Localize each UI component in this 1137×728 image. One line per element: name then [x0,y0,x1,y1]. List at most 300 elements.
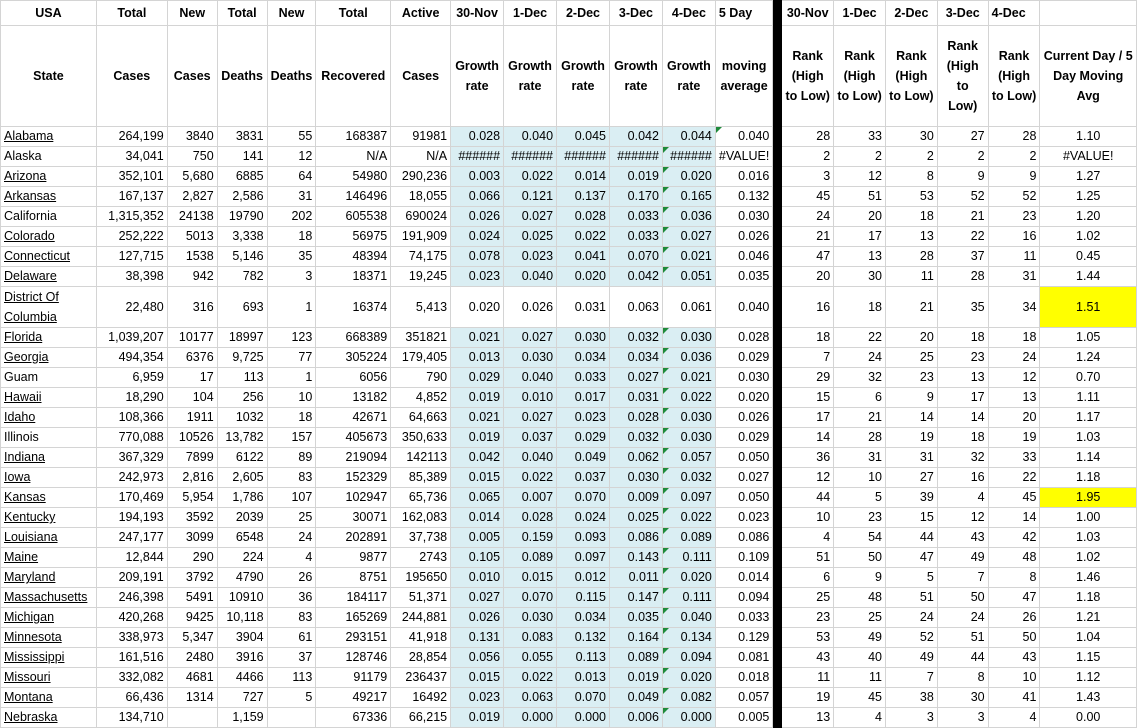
rank-cell[interactable] [988,528,1040,548]
moving-average-cell[interactable] [715,227,773,247]
new-cases-cell[interactable] [167,348,217,368]
current-day-ratio-cell[interactable] [1040,167,1137,187]
growth-rate-cell[interactable] [451,408,504,428]
total-cases-cell[interactable] [96,147,167,167]
recovered-cell[interactable] [316,428,391,448]
new-deaths-cell[interactable] [267,548,316,568]
rank-cell[interactable] [782,548,834,568]
current-day-ratio-cell[interactable] [1040,368,1137,388]
rank-cell[interactable] [937,448,988,468]
new-cases-cell[interactable] [167,608,217,628]
new-cases-cell[interactable] [167,187,217,207]
growth-rate-cell[interactable] [504,388,557,408]
growth-rate-cell[interactable] [662,488,715,508]
growth-rate-cell[interactable] [609,368,662,388]
rank-cell[interactable] [988,588,1040,608]
rank-cell[interactable] [782,167,834,187]
active-cases-cell[interactable] [391,468,451,488]
growth-rate-cell[interactable] [662,608,715,628]
new-deaths-cell[interactable] [267,508,316,528]
total-cases-cell[interactable] [96,688,167,708]
growth-rate-cell[interactable] [662,328,715,348]
growth-rate-cell[interactable] [662,448,715,468]
rank-cell[interactable] [782,287,834,328]
new-cases-cell[interactable] [167,708,217,728]
rank-cell[interactable] [782,528,834,548]
new-deaths-cell[interactable] [267,247,316,267]
moving-average-cell[interactable] [715,508,773,528]
total-deaths-cell[interactable] [217,608,267,628]
header-cell[interactable]: 3-Dec [609,1,662,26]
growth-rate-cell[interactable] [609,548,662,568]
growth-rate-cell[interactable] [662,167,715,187]
growth-rate-cell[interactable] [609,528,662,548]
rank-cell[interactable] [885,287,937,328]
active-cases-cell[interactable] [391,648,451,668]
active-cases-cell[interactable] [391,368,451,388]
recovered-cell[interactable] [316,408,391,428]
new-cases-cell[interactable] [167,287,217,328]
growth-rate-cell[interactable] [662,267,715,287]
state-cell[interactable] [1,388,97,408]
current-day-ratio-cell[interactable] [1040,628,1137,648]
rank-cell[interactable] [988,287,1040,328]
rank-cell[interactable] [885,508,937,528]
growth-rate-cell[interactable] [557,548,610,568]
rank-cell[interactable] [937,147,988,167]
rank-cell[interactable] [834,227,886,247]
active-cases-cell[interactable] [391,147,451,167]
rank-cell[interactable] [782,328,834,348]
total-cases-cell[interactable] [96,348,167,368]
active-cases-cell[interactable] [391,608,451,628]
rank-cell[interactable] [885,187,937,207]
header-cell[interactable]: Deaths [267,26,316,127]
rank-cell[interactable] [834,508,886,528]
recovered-cell[interactable] [316,548,391,568]
rank-cell[interactable] [782,488,834,508]
header-cell[interactable]: Active [391,1,451,26]
active-cases-cell[interactable] [391,688,451,708]
growth-rate-cell[interactable] [504,348,557,368]
growth-rate-cell[interactable] [662,147,715,167]
total-cases-cell[interactable] [96,247,167,267]
moving-average-cell[interactable] [715,588,773,608]
growth-rate-cell[interactable] [504,247,557,267]
active-cases-cell[interactable] [391,328,451,348]
rank-cell[interactable] [988,207,1040,227]
header-cell[interactable]: Growth rate [609,26,662,127]
total-deaths-cell[interactable] [217,127,267,147]
rank-cell[interactable] [988,668,1040,688]
current-day-ratio-cell[interactable] [1040,668,1137,688]
recovered-cell[interactable] [316,247,391,267]
rank-cell[interactable] [885,167,937,187]
moving-average-cell[interactable] [715,187,773,207]
growth-rate-cell[interactable] [662,548,715,568]
new-cases-cell[interactable] [167,147,217,167]
total-deaths-cell[interactable] [217,328,267,348]
rank-cell[interactable] [782,588,834,608]
total-deaths-cell[interactable] [217,708,267,728]
growth-rate-cell[interactable] [609,167,662,187]
rank-cell[interactable] [885,428,937,448]
growth-rate-cell[interactable] [609,328,662,348]
current-day-ratio-cell[interactable] [1040,247,1137,267]
current-day-ratio-cell[interactable] [1040,147,1137,167]
new-deaths-cell[interactable] [267,628,316,648]
recovered-cell[interactable] [316,568,391,588]
state-cell[interactable] [1,668,97,688]
rank-cell[interactable] [782,468,834,488]
moving-average-cell[interactable] [715,708,773,728]
growth-rate-cell[interactable] [451,227,504,247]
growth-rate-cell[interactable] [504,548,557,568]
moving-average-cell[interactable] [715,548,773,568]
total-deaths-cell[interactable] [217,548,267,568]
rank-cell[interactable] [885,628,937,648]
recovered-cell[interactable] [316,688,391,708]
recovered-cell[interactable] [316,127,391,147]
rank-cell[interactable] [834,348,886,368]
rank-cell[interactable] [988,688,1040,708]
current-day-ratio-cell[interactable] [1040,708,1137,728]
current-day-ratio-cell[interactable] [1040,348,1137,368]
total-cases-cell[interactable] [96,528,167,548]
rank-cell[interactable] [782,267,834,287]
rank-cell[interactable] [885,568,937,588]
total-deaths-cell[interactable] [217,628,267,648]
growth-rate-cell[interactable] [557,207,610,227]
rank-cell[interactable] [885,448,937,468]
growth-rate-cell[interactable] [609,388,662,408]
total-cases-cell[interactable] [96,608,167,628]
header-cell[interactable]: USA [1,1,97,26]
rank-cell[interactable] [782,207,834,227]
new-cases-cell[interactable] [167,227,217,247]
rank-cell[interactable] [885,668,937,688]
rank-cell[interactable] [834,548,886,568]
total-cases-cell[interactable] [96,287,167,328]
growth-rate-cell[interactable] [504,147,557,167]
recovered-cell[interactable] [316,528,391,548]
recovered-cell[interactable] [316,468,391,488]
recovered-cell[interactable] [316,348,391,368]
current-day-ratio-cell[interactable] [1040,448,1137,468]
active-cases-cell[interactable] [391,348,451,368]
growth-rate-cell[interactable] [557,147,610,167]
current-day-ratio-cell[interactable] [1040,548,1137,568]
growth-rate-cell[interactable] [504,408,557,428]
total-cases-cell[interactable] [96,187,167,207]
total-cases-cell[interactable] [96,488,167,508]
state-cell[interactable] [1,207,97,227]
total-cases-cell[interactable] [96,468,167,488]
growth-rate-cell[interactable] [451,207,504,227]
growth-rate-cell[interactable] [609,207,662,227]
recovered-cell[interactable] [316,388,391,408]
total-deaths-cell[interactable] [217,267,267,287]
total-cases-cell[interactable] [96,368,167,388]
new-deaths-cell[interactable] [267,227,316,247]
new-deaths-cell[interactable] [267,448,316,468]
growth-rate-cell[interactable] [662,127,715,147]
new-cases-cell[interactable] [167,488,217,508]
total-deaths-cell[interactable] [217,147,267,167]
growth-rate-cell[interactable] [504,267,557,287]
header-cell[interactable]: 3-Dec [937,1,988,26]
rank-cell[interactable] [988,187,1040,207]
total-deaths-cell[interactable] [217,648,267,668]
recovered-cell[interactable] [316,267,391,287]
header-cell[interactable]: 1-Dec [834,1,886,26]
state-cell[interactable] [1,368,97,388]
growth-rate-cell[interactable] [557,287,610,328]
active-cases-cell[interactable] [391,207,451,227]
total-cases-cell[interactable] [96,127,167,147]
rank-cell[interactable] [885,488,937,508]
recovered-cell[interactable] [316,608,391,628]
current-day-ratio-cell[interactable] [1040,508,1137,528]
state-cell[interactable] [1,147,97,167]
total-cases-cell[interactable] [96,568,167,588]
total-deaths-cell[interactable] [217,187,267,207]
growth-rate-cell[interactable] [504,688,557,708]
total-deaths-cell[interactable] [217,428,267,448]
active-cases-cell[interactable] [391,488,451,508]
growth-rate-cell[interactable] [662,668,715,688]
rank-cell[interactable] [834,688,886,708]
state-cell[interactable] [1,408,97,428]
growth-rate-cell[interactable] [451,187,504,207]
current-day-ratio-cell[interactable] [1040,488,1137,508]
rank-cell[interactable] [834,488,886,508]
rank-cell[interactable] [937,628,988,648]
recovered-cell[interactable] [316,227,391,247]
rank-cell[interactable] [988,408,1040,428]
rank-cell[interactable] [834,588,886,608]
rank-cell[interactable] [937,528,988,548]
growth-rate-cell[interactable] [609,688,662,708]
moving-average-cell[interactable] [715,628,773,648]
rank-cell[interactable] [782,608,834,628]
state-cell[interactable] [1,227,97,247]
rank-cell[interactable] [834,448,886,468]
growth-rate-cell[interactable] [504,287,557,328]
total-cases-cell[interactable] [96,428,167,448]
rank-cell[interactable] [937,227,988,247]
growth-rate-cell[interactable] [504,448,557,468]
growth-rate-cell[interactable] [504,588,557,608]
rank-cell[interactable] [782,147,834,167]
total-deaths-cell[interactable] [217,688,267,708]
current-day-ratio-cell[interactable] [1040,648,1137,668]
growth-rate-cell[interactable] [451,167,504,187]
total-cases-cell[interactable] [96,708,167,728]
growth-rate-cell[interactable] [557,628,610,648]
new-deaths-cell[interactable] [267,187,316,207]
total-deaths-cell[interactable] [217,568,267,588]
current-day-ratio-cell[interactable] [1040,388,1137,408]
state-cell[interactable] [1,187,97,207]
growth-rate-cell[interactable] [609,568,662,588]
recovered-cell[interactable] [316,708,391,728]
growth-rate-cell[interactable] [451,588,504,608]
moving-average-cell[interactable] [715,468,773,488]
moving-average-cell[interactable] [715,267,773,287]
growth-rate-cell[interactable] [451,608,504,628]
new-deaths-cell[interactable] [267,167,316,187]
growth-rate-cell[interactable] [504,127,557,147]
rank-cell[interactable] [782,408,834,428]
rank-cell[interactable] [885,548,937,568]
growth-rate-cell[interactable] [557,267,610,287]
new-deaths-cell[interactable] [267,568,316,588]
growth-rate-cell[interactable] [451,287,504,328]
total-cases-cell[interactable] [96,328,167,348]
new-deaths-cell[interactable] [267,688,316,708]
growth-rate-cell[interactable] [662,287,715,328]
growth-rate-cell[interactable] [662,348,715,368]
header-cell[interactable]: Rank (High to Low) [988,26,1040,127]
new-deaths-cell[interactable] [267,328,316,348]
growth-rate-cell[interactable] [451,668,504,688]
growth-rate-cell[interactable] [609,267,662,287]
new-cases-cell[interactable] [167,207,217,227]
rank-cell[interactable] [988,628,1040,648]
rank-cell[interactable] [937,127,988,147]
rank-cell[interactable] [937,287,988,328]
total-cases-cell[interactable] [96,668,167,688]
growth-rate-cell[interactable] [662,628,715,648]
header-cell[interactable]: 1-Dec [504,1,557,26]
rank-cell[interactable] [937,388,988,408]
state-cell[interactable] [1,448,97,468]
moving-average-cell[interactable] [715,408,773,428]
header-cell[interactable]: Rank (High to Low) [885,26,937,127]
growth-rate-cell[interactable] [451,428,504,448]
growth-rate-cell[interactable] [557,187,610,207]
moving-average-cell[interactable] [715,448,773,468]
moving-average-cell[interactable] [715,247,773,267]
state-cell[interactable] [1,608,97,628]
recovered-cell[interactable] [316,147,391,167]
state-cell[interactable] [1,348,97,368]
rank-cell[interactable] [937,508,988,528]
total-deaths-cell[interactable] [217,588,267,608]
header-cell[interactable]: Total [96,1,167,26]
growth-rate-cell[interactable] [557,167,610,187]
growth-rate-cell[interactable] [504,608,557,628]
rank-cell[interactable] [988,468,1040,488]
rank-cell[interactable] [782,628,834,648]
rank-cell[interactable] [885,227,937,247]
growth-rate-cell[interactable] [451,708,504,728]
moving-average-cell[interactable] [715,568,773,588]
growth-rate-cell[interactable] [557,368,610,388]
new-cases-cell[interactable] [167,127,217,147]
current-day-ratio-cell[interactable] [1040,428,1137,448]
rank-cell[interactable] [834,328,886,348]
new-cases-cell[interactable] [167,408,217,428]
recovered-cell[interactable] [316,628,391,648]
rank-cell[interactable] [937,348,988,368]
growth-rate-cell[interactable] [662,247,715,267]
new-deaths-cell[interactable] [267,468,316,488]
header-cell[interactable]: 2-Dec [557,1,610,26]
total-deaths-cell[interactable] [217,388,267,408]
rank-cell[interactable] [834,528,886,548]
growth-rate-cell[interactable] [557,688,610,708]
active-cases-cell[interactable] [391,408,451,428]
total-cases-cell[interactable] [96,548,167,568]
header-cell[interactable]: 30-Nov [451,1,504,26]
rank-cell[interactable] [834,127,886,147]
state-cell[interactable] [1,628,97,648]
state-cell[interactable] [1,488,97,508]
state-cell[interactable] [1,648,97,668]
growth-rate-cell[interactable] [609,608,662,628]
rank-cell[interactable] [834,628,886,648]
growth-rate-cell[interactable] [504,668,557,688]
growth-rate-cell[interactable] [609,648,662,668]
rank-cell[interactable] [885,127,937,147]
total-cases-cell[interactable] [96,227,167,247]
growth-rate-cell[interactable] [504,227,557,247]
rank-cell[interactable] [885,267,937,287]
rank-cell[interactable] [885,348,937,368]
total-cases-cell[interactable] [96,207,167,227]
growth-rate-cell[interactable] [662,688,715,708]
rank-cell[interactable] [988,127,1040,147]
rank-cell[interactable] [937,468,988,488]
rank-cell[interactable] [782,568,834,588]
new-cases-cell[interactable] [167,368,217,388]
active-cases-cell[interactable] [391,708,451,728]
active-cases-cell[interactable] [391,548,451,568]
total-deaths-cell[interactable] [217,287,267,328]
active-cases-cell[interactable] [391,528,451,548]
recovered-cell[interactable] [316,508,391,528]
moving-average-cell[interactable] [715,368,773,388]
growth-rate-cell[interactable] [609,628,662,648]
active-cases-cell[interactable] [391,628,451,648]
growth-rate-cell[interactable] [451,468,504,488]
active-cases-cell[interactable] [391,428,451,448]
growth-rate-cell[interactable] [451,508,504,528]
active-cases-cell[interactable] [391,508,451,528]
moving-average-cell[interactable] [715,348,773,368]
rank-cell[interactable] [834,287,886,328]
current-day-ratio-cell[interactable] [1040,408,1137,428]
rank-cell[interactable] [885,588,937,608]
moving-average-cell[interactable] [715,488,773,508]
header-cell[interactable]: New [267,1,316,26]
growth-rate-cell[interactable] [504,528,557,548]
active-cases-cell[interactable] [391,267,451,287]
state-cell[interactable] [1,127,97,147]
new-cases-cell[interactable] [167,568,217,588]
current-day-ratio-cell[interactable] [1040,207,1137,227]
recovered-cell[interactable] [316,668,391,688]
new-deaths-cell[interactable] [267,588,316,608]
rank-cell[interactable] [885,247,937,267]
new-deaths-cell[interactable] [267,207,316,227]
header-cell[interactable]: Rank (High to Low) [937,26,988,127]
rank-cell[interactable] [937,247,988,267]
rank-cell[interactable] [937,668,988,688]
new-deaths-cell[interactable] [267,408,316,428]
